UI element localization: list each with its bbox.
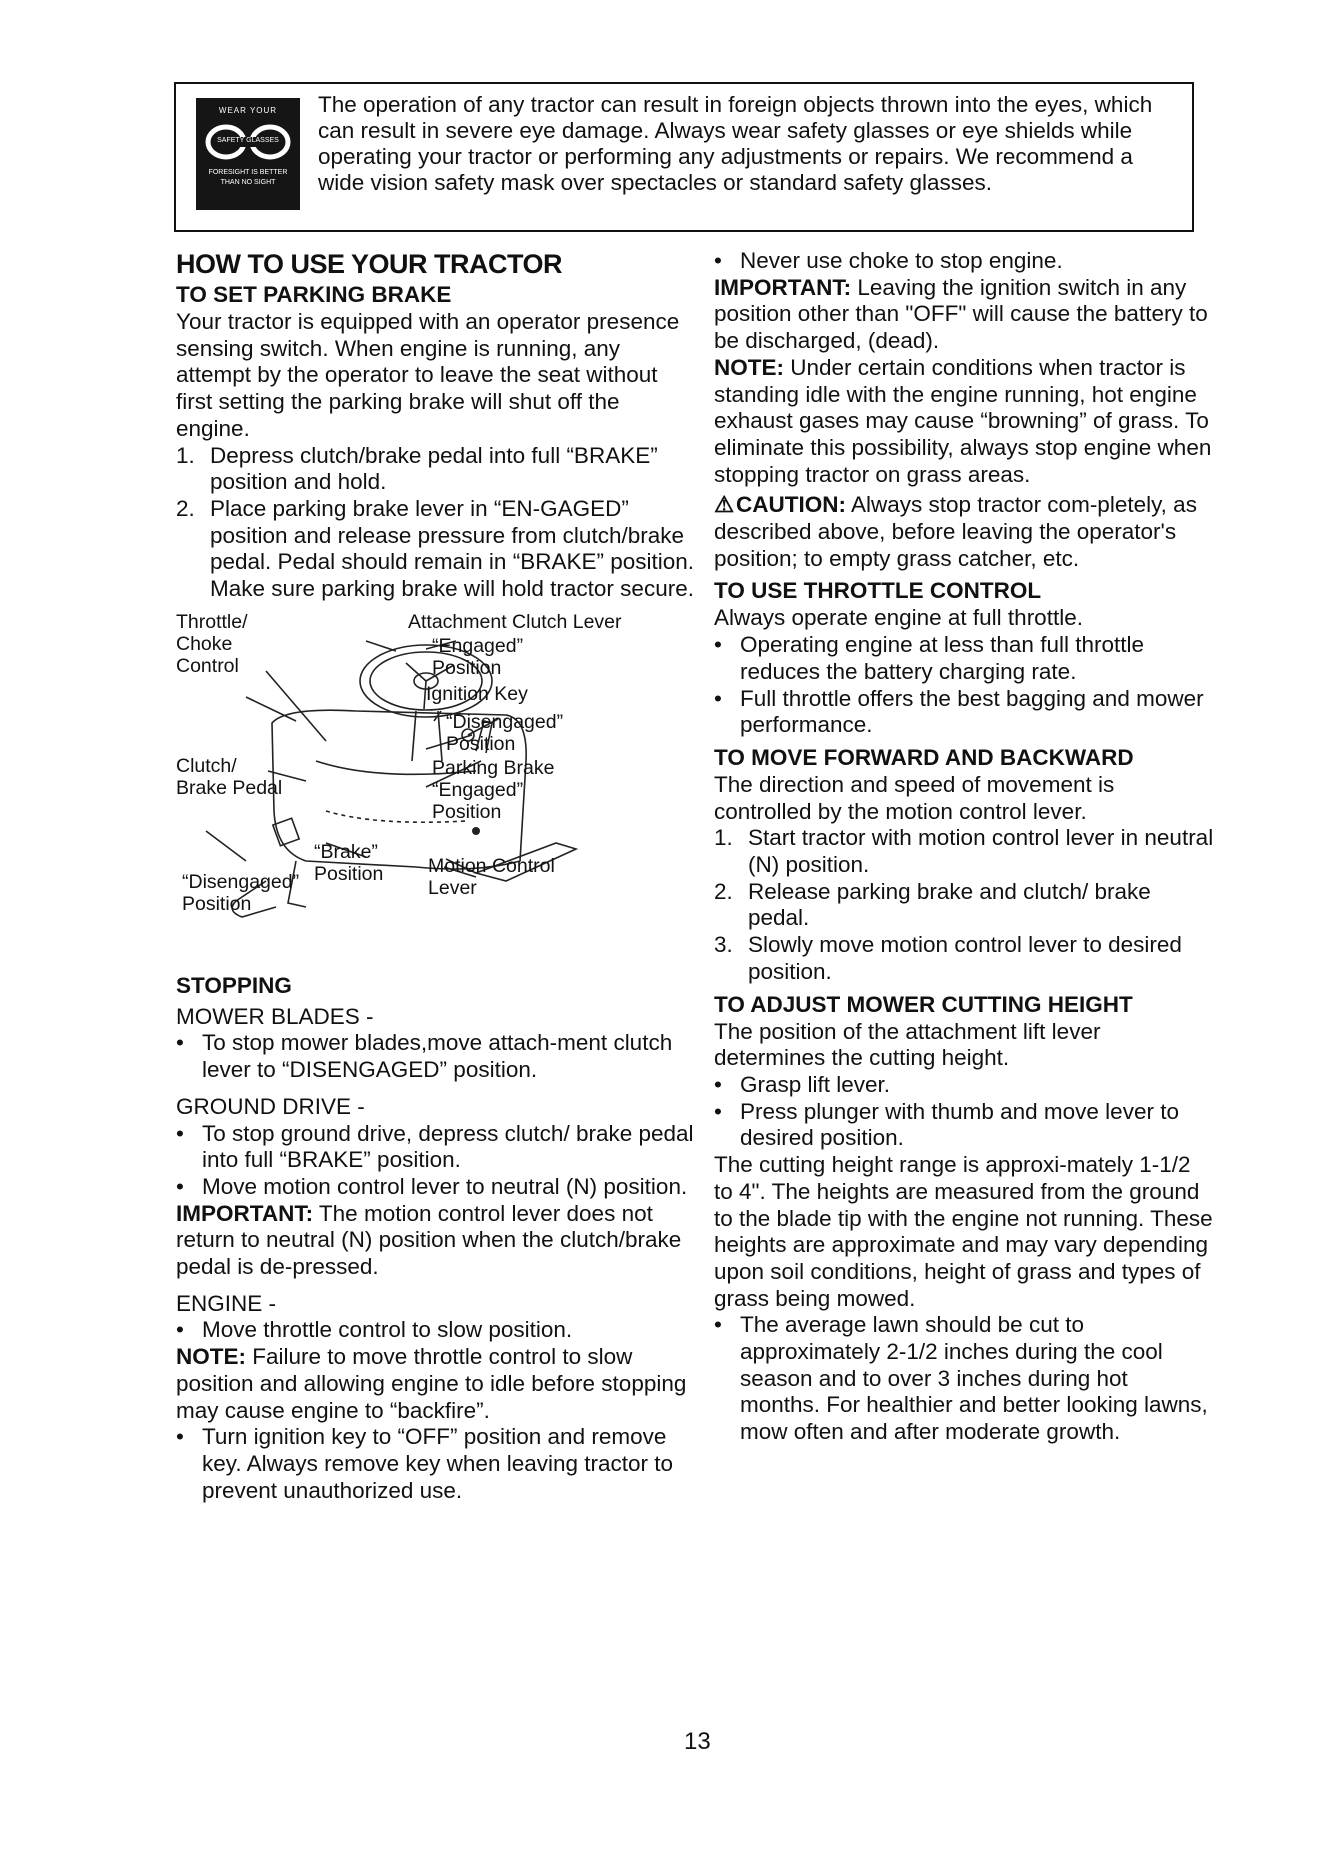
label-clutch-brake-pedal: Clutch/ Brake Pedal <box>176 754 283 799</box>
label-parking-brake: Parking Brake “Engaged” Position <box>432 756 555 823</box>
caution-icon: ⚠ <box>714 492 735 518</box>
list-item <box>714 1312 1214 1446</box>
note-label: NOTE: <box>176 1344 246 1370</box>
bullet-text: Move throttle control to slow position. <box>202 1317 573 1343</box>
list-item <box>176 1030 696 1083</box>
label-pedal-disengaged: “Disengaged” Position <box>182 870 300 915</box>
step-number: 2. <box>176 495 195 521</box>
icon-bottom-text: FORESIGHT IS BETTER THAN NO SIGHT <box>208 169 288 186</box>
important-note <box>176 1201 696 1281</box>
important-text: The motion control lever does not return to neutral (N) position when the clutch/brake pedal is de-pressed. <box>176 1200 682 1280</box>
warning-text <box>318 92 1178 196</box>
safety-warning-box <box>174 82 1194 232</box>
list-item <box>714 248 1214 275</box>
right-column <box>714 248 1214 1446</box>
note-text: Under certain conditions when tractor is standing idle with the engine running, hot engine exhaust gases may cause “browning” of grass. To eliminate this possibility, always stop engine when stopping tractor on grass areas. <box>714 354 1212 487</box>
bullet-dot: • <box>176 1173 184 1199</box>
label-motion-control: Motion Control Lever <box>428 854 555 899</box>
bullet-dot: • <box>714 685 722 711</box>
engine-heading: ENGINE - <box>176 1290 277 1316</box>
step-number: 1. <box>714 825 733 851</box>
bullet-text: Grasp lift lever. <box>740 1071 891 1097</box>
list-item <box>714 1099 1214 1152</box>
note-label: NOTE: <box>714 354 784 380</box>
important-label: IMPORTANT: <box>714 274 852 300</box>
list-item <box>714 632 1214 685</box>
list-item <box>176 496 696 603</box>
section-title: HOW TO USE YOUR TRACTOR <box>176 249 563 279</box>
list-item <box>714 1072 1214 1099</box>
browning-note <box>714 355 1214 489</box>
step-text: Depress clutch/brake pedal into full “BRAKE” position and hold. <box>210 442 658 495</box>
step-text: Place parking brake lever in “EN-GAGED” position and release pressure from clutch/brake pedal. Pedal should remain in “BRAKE” position. Make sure parking brake will hold tractor secure. <box>210 495 695 602</box>
step-number: 1. <box>176 442 195 468</box>
step-text: Slowly move motion control lever to desired position. <box>748 932 1182 984</box>
bullet-text: To stop ground drive, depress clutch/ brake pedal into full “BRAKE” position. <box>202 1120 694 1173</box>
bullet-dot: • <box>176 1317 184 1343</box>
bullet-dot: • <box>714 248 722 273</box>
important-label: IMPORTANT: <box>176 1200 314 1226</box>
step-number: 2. <box>714 878 733 904</box>
step-text: Release parking brake and clutch/ brake pedal. <box>748 878 1151 931</box>
list-item <box>714 825 1214 878</box>
ground-drive-heading: GROUND DRIVE - <box>176 1093 365 1119</box>
bullet-text: Never use choke to stop engine. <box>740 248 1063 273</box>
bullet-dot: • <box>176 1424 184 1450</box>
engine-note <box>176 1344 696 1424</box>
bullet-dot: • <box>176 1120 184 1146</box>
cutting-height-intro: The position of the attachment lift lever determines the cutting height. <box>714 1018 1101 1071</box>
label-engaged-position: “Engaged” Position <box>432 634 524 679</box>
cutting-height-range: The cutting height range is approxi-mately 1-1/2 to 4". The heights are measured from the ground to the blade tip with the engine not running. These heights are approximate and may vary depending upon soil conditions, height of grass and types of grass being mowed. <box>714 1152 1213 1311</box>
caution-note <box>714 492 1214 572</box>
step-number: 3. <box>714 932 733 958</box>
label-attachment-clutch: Attachment Clutch Lever <box>408 610 622 633</box>
list-item <box>714 932 1214 985</box>
icon-brand-text: SAFETY GLASSES <box>217 137 279 144</box>
throttle-heading: TO USE THROTTLE CONTROL <box>714 578 1042 604</box>
cutting-height-heading: TO ADJUST MOWER CUTTING HEIGHT <box>714 991 1133 1017</box>
parking-intro: Your tractor is equipped with an operator presence sensing switch. When engine is running, any attempt by the operator to leave the seat without first setting the parking brake will shut off the engine. <box>176 309 680 441</box>
important-text: Leaving the ignition switch in any position other than "OFF" will cause the battery to be discharged, (dead). <box>714 274 1208 354</box>
caution-text: Always stop tractor com-pletely, as described above, before leaving the operator's position; to empty grass catcher, etc. <box>714 492 1197 571</box>
tractor-controls-diagram <box>176 611 696 971</box>
bullet-text: The average lawn should be cut to approximately 2-1/2 inches during the cool season and to over 3 inches during hot months. For healthier and better looking lawns, mow often and after moderate growth. <box>740 1312 1208 1445</box>
step-text: Start tractor with motion control lever in neutral (N) position. <box>748 825 1214 878</box>
page-number: 13 <box>684 1728 711 1755</box>
note-text: Failure to move throttle control to slow position and allowing engine to idle before stopping may cause engine to “backfire”. <box>176 1344 687 1423</box>
icon-top-text: WEAR YOUR <box>218 106 278 115</box>
bullet-text: To stop mower blades,move attach-ment clutch lever to “DISENGAGED” position. <box>202 1030 673 1083</box>
bullet-text: Operating engine at less than full throttle reduces the battery charging rate. <box>740 632 1145 684</box>
move-heading: TO MOVE FORWARD AND BACKWARD <box>714 744 1134 770</box>
list-item <box>176 1317 696 1344</box>
bullet-dot: • <box>176 1030 184 1056</box>
bullet-dot: • <box>714 1071 722 1097</box>
bullet-dot: • <box>714 1098 722 1124</box>
caution-label: CAUTION: <box>736 492 846 518</box>
move-intro: The direction and speed of movement is controlled by the motion control lever. <box>714 771 1115 824</box>
bullet-text: Move motion control lever to neutral (N) position. <box>202 1173 688 1199</box>
parking-brake-heading: TO SET PARKING BRAKE <box>176 282 452 307</box>
list-item <box>714 686 1214 739</box>
bullet-dot: • <box>714 632 722 658</box>
label-throttle-choke: Throttle/ Choke Control <box>176 610 248 677</box>
list-item <box>176 443 696 496</box>
bullet-text: Full throttle offers the best bagging and mower performance. <box>740 685 1204 738</box>
label-brake-position: “Brake” Position <box>314 840 384 885</box>
list-item <box>714 879 1214 932</box>
list-item <box>176 1121 696 1174</box>
bullet-text: Press plunger with thumb and move lever to desired position. <box>740 1098 1179 1151</box>
warning-paragraph: The operation of any tractor can result in foreign objects thrown into the eyes, which can result in severe eye damage. Always wear safety glasses or eye shields while operating your tractor or performing any adjustments or repairs. We recommend a wide vision safety mask over spectacles or standard safety glasses. <box>318 92 1153 195</box>
safety-glasses-icon <box>196 98 300 210</box>
bullet-dot: • <box>714 1312 722 1338</box>
important-note <box>714 275 1214 355</box>
throttle-intro: Always operate engine at full throttle. <box>714 605 1083 631</box>
label-ignition-disengaged: “Disengaged” Position <box>446 710 564 755</box>
stopping-heading: STOPPING <box>176 972 292 998</box>
label-ignition-key: Ignition Key <box>426 682 528 705</box>
list-item <box>176 1174 696 1201</box>
list-item <box>176 1424 696 1504</box>
left-column <box>176 248 696 1504</box>
mower-blades-heading: MOWER BLADES - <box>176 1003 374 1029</box>
bullet-text: Turn ignition key to “OFF” position and remove key. Always remove key when leaving tractor to prevent unauthorized use. <box>202 1424 674 1503</box>
